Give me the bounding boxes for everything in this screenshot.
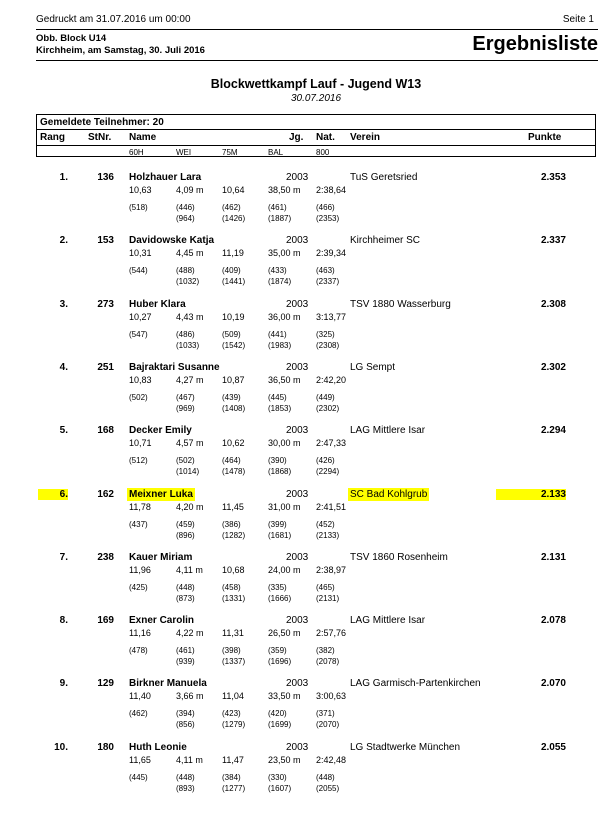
result-performance: 30,00 m	[268, 438, 301, 448]
result-cumulative-score: (1282)	[222, 531, 246, 540]
result-start-number: 153	[97, 235, 114, 246]
result-performance: 4,09 m	[176, 185, 204, 195]
result-discipline-score: (464)	[222, 456, 241, 465]
result-birth-year: 2003	[286, 362, 309, 373]
result-discipline-score: (462)	[222, 203, 241, 212]
result-performance: 31,00 m	[268, 502, 301, 512]
result-performance: 4,43 m	[176, 312, 204, 322]
result-performance: 2:38,64	[316, 185, 347, 195]
result-discipline-score: (452)	[316, 520, 335, 529]
result-performance: 10,68	[222, 565, 245, 575]
result-cumulative-score: (969)	[176, 404, 195, 413]
result-rank: 1.	[59, 172, 68, 183]
col-punkte: Punkte	[528, 132, 562, 143]
result-cumulative-score: (1874)	[268, 277, 292, 286]
result-performance: 26,50 m	[268, 628, 301, 638]
result-discipline-score: (448)	[176, 583, 195, 592]
result-rank: 6.	[38, 489, 68, 500]
result-club: LG Stadtwerke München	[350, 742, 461, 753]
result-club: TuS Geretsried	[350, 172, 418, 183]
result-discipline-score: (544)	[129, 266, 148, 275]
result-performance: 11,16	[129, 628, 151, 638]
result-cumulative-score: (1426)	[222, 214, 246, 223]
organizer: Obb. Block U14	[36, 33, 107, 44]
result-discipline-score: (439)	[222, 393, 241, 402]
result-performance: 10,83	[129, 375, 152, 385]
result-cumulative-score: (856)	[176, 720, 195, 729]
result-discipline-score: (371)	[316, 709, 335, 718]
result-birth-year: 2003	[286, 552, 309, 563]
result-cumulative-score: (1666)	[268, 594, 292, 603]
result-rank: 9.	[59, 678, 68, 689]
result-discipline-score: (433)	[268, 266, 287, 275]
result-discipline-score: (409)	[222, 266, 241, 275]
col-stnr: StNr.	[88, 132, 112, 143]
result-discipline-score: (448)	[316, 773, 335, 782]
col-rang: Rang	[40, 132, 65, 143]
result-cumulative-score: (964)	[176, 214, 195, 223]
result-performance: 23,50 m	[268, 755, 301, 765]
result-cumulative-score: (1033)	[176, 341, 200, 350]
result-birth-year: 2003	[286, 489, 309, 500]
result-cumulative-score: (1681)	[268, 531, 292, 540]
result-cumulative-score: (1331)	[222, 594, 246, 603]
result-discipline-score: (502)	[176, 456, 195, 465]
result-rank: 3.	[59, 299, 68, 310]
result-rank: 7.	[59, 552, 68, 563]
result-cumulative-score: (2078)	[316, 657, 340, 666]
result-cumulative-score: (1542)	[222, 341, 246, 350]
result-discipline-score: (488)	[176, 266, 195, 275]
result-club: SC Bad Kohlgrub	[350, 489, 428, 500]
result-discipline-score: (384)	[222, 773, 241, 782]
page-number: Seite 1	[562, 14, 594, 25]
result-rank: 4.	[59, 362, 68, 373]
result-birth-year: 2003	[286, 299, 309, 310]
result-start-number: 162	[97, 489, 114, 500]
result-rank: 5.	[59, 425, 68, 436]
result-start-number: 136	[97, 172, 114, 183]
result-performance: 11,96	[129, 565, 151, 575]
result-club: TSV 1860 Rosenheim	[350, 552, 448, 563]
result-cumulative-score: (2337)	[316, 277, 340, 286]
col-verein: Verein	[350, 132, 381, 143]
printed-timestamp: Gedruckt am 31.07.2016 um 00:00	[36, 14, 191, 25]
result-athlete-name: Exner Carolin	[129, 615, 195, 626]
result-discipline-score: (398)	[222, 646, 241, 655]
result-discipline-score: (512)	[129, 456, 148, 465]
result-performance: 2:41,51	[316, 502, 347, 512]
result-points: 2.294	[540, 425, 566, 436]
result-cumulative-score: (1868)	[268, 467, 292, 476]
result-birth-year: 2003	[286, 615, 309, 626]
result-cumulative-score: (1279)	[222, 720, 246, 729]
result-points: 2.308	[540, 299, 566, 310]
header-box-divider-1	[36, 129, 596, 130]
result-cumulative-score: (1408)	[222, 404, 246, 413]
result-cumulative-score: (1853)	[268, 404, 292, 413]
result-performance: 4,22 m	[176, 628, 204, 638]
result-cumulative-score: (2070)	[316, 720, 340, 729]
sub-col-75m: 75M	[222, 148, 238, 157]
result-performance: 10,87	[222, 375, 245, 385]
header-divider	[36, 60, 598, 61]
result-performance: 11,47	[222, 755, 244, 765]
result-start-number: 180	[97, 742, 114, 753]
result-discipline-score: (426)	[316, 456, 335, 465]
result-start-number: 238	[97, 552, 114, 563]
result-athlete-name: Meixner Luka	[129, 489, 193, 500]
result-discipline-score: (382)	[316, 646, 335, 655]
result-birth-year: 2003	[286, 235, 309, 246]
result-athlete-name: Davidowske Katja	[129, 235, 215, 246]
result-discipline-score: (461)	[176, 646, 195, 655]
col-nat: Nat.	[316, 132, 335, 143]
result-points: 2.131	[540, 552, 566, 563]
result-performance: 4,45 m	[176, 248, 204, 258]
result-performance: 38,50 m	[268, 185, 301, 195]
result-athlete-name: Holzhauer Lara	[129, 172, 202, 183]
result-discipline-score: (399)	[268, 520, 287, 529]
result-discipline-score: (462)	[129, 709, 148, 718]
result-cumulative-score: (1607)	[268, 784, 292, 793]
result-cumulative-score: (1478)	[222, 467, 246, 476]
result-cumulative-score: (2353)	[316, 214, 340, 223]
result-discipline-score: (509)	[222, 330, 241, 339]
result-club: LG Sempt	[350, 362, 396, 373]
result-start-number: 129	[97, 678, 114, 689]
result-discipline-score: (547)	[129, 330, 148, 339]
result-birth-year: 2003	[286, 742, 309, 753]
result-club: LAG Mittlere Isar	[350, 425, 426, 436]
result-performance: 35,00 m	[268, 248, 301, 258]
result-cumulative-score: (2294)	[316, 467, 340, 476]
result-performance: 11,31	[222, 628, 244, 638]
result-performance: 2:42,48	[316, 755, 347, 765]
result-points: 2.078	[540, 615, 566, 626]
sub-col-800: 800	[316, 148, 330, 157]
result-discipline-score: (359)	[268, 646, 287, 655]
result-performance: 11,04	[222, 691, 244, 701]
result-cumulative-score: (2055)	[316, 784, 340, 793]
result-performance: 4,11 m	[176, 565, 203, 575]
result-discipline-score: (459)	[176, 520, 195, 529]
result-discipline-score: (461)	[268, 203, 287, 212]
result-discipline-score: (465)	[316, 583, 335, 592]
document-title: Ergebnisliste	[472, 33, 598, 55]
result-athlete-name: Huber Klara	[129, 299, 186, 310]
result-discipline-score: (394)	[176, 709, 195, 718]
result-discipline-score: (425)	[129, 583, 148, 592]
result-discipline-score: (449)	[316, 393, 335, 402]
result-birth-year: 2003	[286, 172, 309, 183]
result-performance: 2:39,34	[316, 248, 347, 258]
result-discipline-score: (441)	[268, 330, 287, 339]
result-performance: 3,66 m	[176, 691, 204, 701]
result-performance: 11,40	[129, 691, 151, 701]
result-discipline-score: (386)	[222, 520, 241, 529]
result-discipline-score: (330)	[268, 773, 287, 782]
result-cumulative-score: (1032)	[176, 277, 200, 286]
result-rank: 8.	[59, 615, 68, 626]
result-discipline-score: (445)	[129, 773, 148, 782]
result-cumulative-score: (893)	[176, 784, 195, 793]
result-points: 2.070	[540, 678, 566, 689]
result-performance: 4,11 m	[176, 755, 203, 765]
result-discipline-score: (335)	[268, 583, 287, 592]
result-points: 2.055	[540, 742, 566, 753]
result-start-number: 251	[97, 362, 114, 373]
result-points: 2.133	[496, 489, 566, 500]
competition-date: 30.07.2016	[290, 93, 342, 104]
result-discipline-score: (445)	[268, 393, 287, 402]
result-performance: 3:00,63	[316, 691, 347, 701]
result-performance: 2:47,33	[316, 438, 347, 448]
result-rank: 2.	[59, 235, 68, 246]
result-cumulative-score: (2308)	[316, 341, 340, 350]
result-cumulative-score: (1441)	[222, 277, 246, 286]
result-club: LAG Garmisch-Partenkirchen	[350, 678, 481, 689]
participants-count: Gemeldete Teilnehmer: 20	[40, 117, 164, 128]
result-birth-year: 2003	[286, 678, 309, 689]
result-discipline-score: (502)	[129, 393, 148, 402]
result-performance: 2:42,20	[316, 375, 347, 385]
result-discipline-score: (518)	[129, 203, 148, 212]
result-club: LAG Mittlere Isar	[350, 615, 426, 626]
top-divider	[36, 29, 598, 30]
result-performance: 11,78	[129, 502, 151, 512]
result-club: Kirchheimer SC	[350, 235, 421, 246]
result-performance: 10,64	[222, 185, 245, 195]
result-performance: 2:57,76	[316, 628, 347, 638]
result-points: 2.337	[540, 235, 566, 246]
result-performance: 4,57 m	[176, 438, 204, 448]
sub-col-bal: BAL	[268, 148, 284, 157]
col-jg: Jg.	[289, 132, 304, 143]
result-discipline-score: (420)	[268, 709, 287, 718]
result-discipline-score: (466)	[316, 203, 335, 212]
result-performance: 10,62	[222, 438, 245, 448]
result-performance: 10,71	[129, 438, 152, 448]
result-performance: 11,65	[129, 755, 151, 765]
result-cumulative-score: (2131)	[316, 594, 340, 603]
sub-col-60h: 60H	[129, 148, 144, 157]
result-cumulative-score: (1696)	[268, 657, 292, 666]
result-discipline-score: (446)	[176, 203, 195, 212]
result-performance: 4,27 m	[176, 375, 204, 385]
result-cumulative-score: (939)	[176, 657, 195, 666]
result-performance: 11,19	[222, 248, 244, 258]
result-performance: 36,50 m	[268, 375, 301, 385]
location-date: Kirchheim, am Samstag, 30. Juli 2016	[36, 45, 205, 56]
result-performance: 10,27	[129, 312, 152, 322]
result-performance: 33,50 m	[268, 691, 301, 701]
result-cumulative-score: (1887)	[268, 214, 292, 223]
result-discipline-score: (325)	[316, 330, 335, 339]
result-points: 2.302	[540, 362, 566, 373]
result-performance: 10,19	[222, 312, 245, 322]
result-birth-year: 2003	[286, 425, 309, 436]
result-cumulative-score: (1699)	[268, 720, 292, 729]
result-rank: 10.	[54, 742, 68, 753]
result-athlete-name: Birkner Manuela	[129, 678, 207, 689]
result-start-number: 273	[97, 299, 114, 310]
result-performance: 24,00 m	[268, 565, 301, 575]
col-name: Name	[129, 132, 157, 143]
result-cumulative-score: (873)	[176, 594, 195, 603]
result-athlete-name: Bajraktari Susanne	[129, 362, 220, 373]
result-discipline-score: (478)	[129, 646, 148, 655]
result-athlete-name: Huth Leonie	[129, 742, 187, 753]
result-performance: 3:13,77	[316, 312, 347, 322]
result-start-number: 168	[97, 425, 114, 436]
result-performance: 36,00 m	[268, 312, 301, 322]
result-performance: 11,45	[222, 502, 244, 512]
result-discipline-score: (448)	[176, 773, 195, 782]
result-discipline-score: (458)	[222, 583, 241, 592]
result-cumulative-score: (2302)	[316, 404, 340, 413]
result-discipline-score: (423)	[222, 709, 241, 718]
competition-title: Blockwettkampf Lauf - Jugend W13	[210, 77, 422, 91]
result-performance: 4,20 m	[176, 502, 204, 512]
result-cumulative-score: (2133)	[316, 531, 340, 540]
result-cumulative-score: (1983)	[268, 341, 292, 350]
result-performance: 10,63	[129, 185, 152, 195]
result-discipline-score: (390)	[268, 456, 287, 465]
result-performance: 2:38,97	[316, 565, 347, 575]
result-performance: 10,31	[129, 248, 152, 258]
result-club: TSV 1880 Wasserburg	[350, 299, 451, 310]
result-start-number: 169	[97, 615, 114, 626]
header-box-divider-2	[36, 145, 596, 146]
result-athlete-name: Decker Emily	[129, 425, 192, 436]
result-points: 2.353	[540, 172, 566, 183]
result-cumulative-score: (896)	[176, 531, 195, 540]
result-discipline-score: (463)	[316, 266, 335, 275]
result-cumulative-score: (1014)	[176, 467, 200, 476]
sub-col-wei: WEI	[176, 148, 192, 157]
result-cumulative-score: (1277)	[222, 784, 246, 793]
result-discipline-score: (467)	[176, 393, 195, 402]
result-athlete-name: Kauer Miriam	[129, 552, 193, 563]
result-discipline-score: (437)	[129, 520, 148, 529]
result-cumulative-score: (1337)	[222, 657, 246, 666]
result-discipline-score: (486)	[176, 330, 195, 339]
